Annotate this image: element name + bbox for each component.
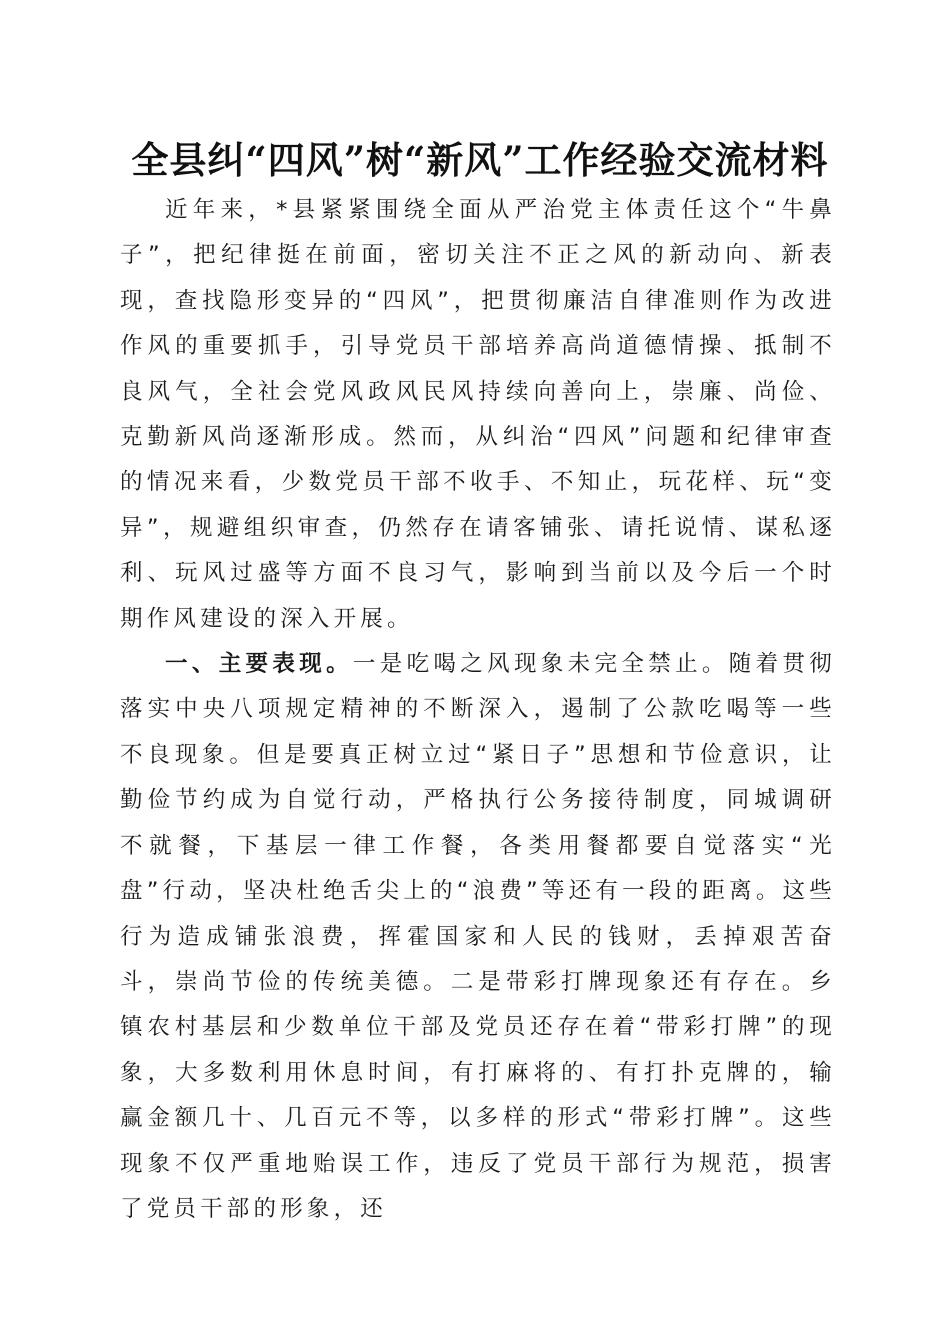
document-body bbox=[120, 188, 836, 1232]
document-title: 全县纠“四风”树“新风”工作经验交流材料 bbox=[131, 138, 829, 182]
section-1-heading: 一、主要表现。 bbox=[165, 651, 353, 678]
section-1-paragraph bbox=[120, 642, 836, 1232]
intro-paragraph: 近年来，*县紧紧围绕全面从严治党主体责任这个“牛鼻子”，把纪律挺在前面，密切关注不正之风的新动向、新表现，查找隐形变异的“四风”，把贯彻廉洁自律准则作为改进作风的重要抓手，引导党员干部培养高尚道德情操、抵制不良风气，全社会党风政风民风持续向善向上，崇廉、尚俭、克勤新风尚逐渐形成。然而，从纠治“四风”问题和纪律审查的情况来看，少数党员干部不收手、不知止，玩花样、玩“变异”，规避组织审查，仍然存在请客铺张、请托说情、谋私逐利、玩风过盛等方面不良习气，影响到当前以及今后一个时期作风建设的深入开展。 bbox=[120, 197, 836, 632]
section-1-text: 一是吃喝之风现象未完全禁止。随着贯彻落实中央八项规定精神的不断深入，遏制了公款吃喝等一些不良现象。但是要真正树立过“紧日子”思想和节俭意识，让勤俭节约成为自觉行动，严格执行公务接待制度，同城调研不就餐，下基层一律工作餐，各类用餐都要自觉落实“光盘”行动，坚决杜绝舌尖上的“浪费”等还有一段的距离。这些行为造成铺张浪费，挥霍国家和人民的钱财，丢掉艰苦奋斗，崇尚节俭的传统美德。二是带彩打牌现象还有存在。乡镇农村基层和少数单位干部及党员还存在着“带彩打牌”的现象，大多数利用休息时间，有打麻将的、有打扑克牌的，输赢金额几十、几百元不等，以多样的形式“带彩打牌”。这些现象不仅严重地贻误工作，违反了党员干部行为规范，损害了党员干部的形象，还 bbox=[120, 651, 836, 1222]
